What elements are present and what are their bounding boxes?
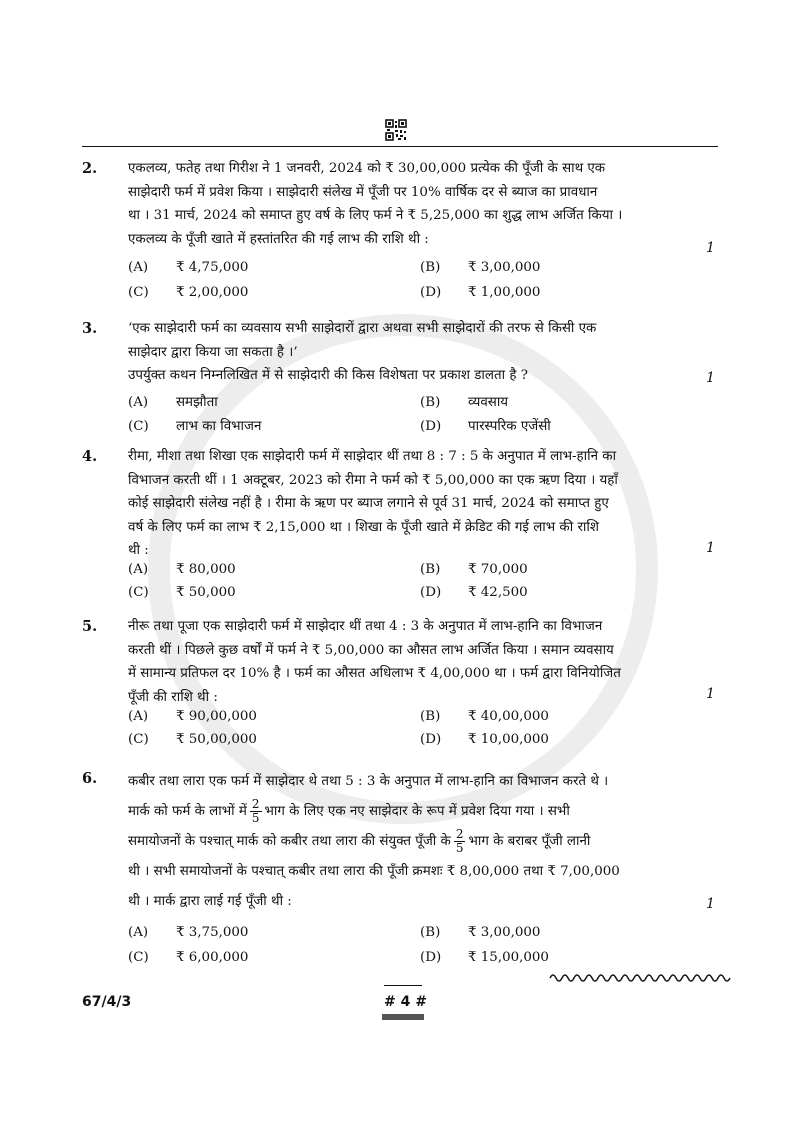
option-text: ₹ 6,00,000 <box>176 950 249 965</box>
option-label: (C) <box>128 285 149 300</box>
option-b[interactable] <box>420 260 540 275</box>
option-label: (A) <box>128 395 149 410</box>
question-number: 5. <box>82 618 98 635</box>
fraction-denominator: 5 <box>455 841 464 855</box>
option-c[interactable] <box>128 416 261 434</box>
marks: 1 <box>706 240 715 256</box>
question-line: एकलव्य, फतेह तथा गिरीश ने 1 जनवरी, 2024 को ₹ 30,00,000 प्रत्येक की पूँजी के साथ एक <box>128 161 606 176</box>
option-d[interactable] <box>420 732 549 747</box>
header-rule <box>82 146 718 147</box>
line-text: मार्क को फर्म के लाभों में <box>128 804 247 819</box>
option-b[interactable] <box>420 709 549 724</box>
question-line: में सामान्य प्रतिफल दर 10% है । फर्म का औसत अधिलाभ ₹ 4,00,000 था । फर्म द्वारा विनियोजित <box>128 666 621 681</box>
option-label: (A) <box>128 709 149 724</box>
question-number: 2. <box>82 160 98 177</box>
option-text: ₹ 3,00,000 <box>468 925 541 940</box>
option-label: (C) <box>128 732 149 747</box>
option-text: पारस्परिक एजेंसी <box>468 419 551 434</box>
question-line: रीमा, मीशा तथा शिखा एक साझेदारी फर्म में साझेदार थीं तथा 8 : 7 : 5 के अनुपात में लाभ-हानि का <box>128 449 617 464</box>
option-a[interactable] <box>128 392 218 410</box>
option-d[interactable] <box>420 950 549 965</box>
question-line: साझेदारी फर्म में प्रवेश किया । साझेदारी संलेख में पूँजी पर 10% वार्षिक दर से ब्याज का प्रावधान <box>128 184 598 200</box>
question-line: करती थीं । पिछले कुछ वर्षों में फर्म ने ₹ 5,00,000 का औसत लाभ अर्जित किया । समान व्यवसाय <box>128 642 614 658</box>
option-label: (D) <box>420 285 442 300</box>
option-text: ₹ 50,000 <box>176 585 236 600</box>
option-text: ₹ 80,000 <box>176 562 236 577</box>
option-d[interactable] <box>420 416 551 434</box>
option-d[interactable] <box>420 585 528 600</box>
fraction-numerator: 2 <box>251 797 260 811</box>
option-label: (B) <box>420 260 441 275</box>
marks: 1 <box>706 896 715 912</box>
question-line: थी । मार्क द्वारा लाई गई पूँजी थी : <box>128 894 292 909</box>
question-line: था । 31 मार्च, 2024 को समाप्त हुए वर्ष के लिए फर्म ने ₹ 5,25,000 का शुद्ध लाभ अर्जित किया । <box>128 208 623 223</box>
option-label: (D) <box>420 419 442 434</box>
fraction <box>454 828 466 855</box>
question-line: कोई साझेदारी संलेख नहीं है । रीमा के ऋण पर ब्याज लगाने से पूर्व 31 मार्च, 2024 को समाप्त हुए <box>128 496 609 511</box>
question-number: 6. <box>82 770 98 787</box>
question-number: 3. <box>82 320 98 337</box>
option-text: समझौता <box>176 395 218 410</box>
question-line <box>128 797 688 827</box>
marks: 1 <box>706 540 715 556</box>
option-text: ₹ 1,00,000 <box>468 285 541 300</box>
option-a[interactable] <box>128 260 248 275</box>
question-line: एकलव्य के पूँजी खाते में हस्तांतरित की गई लाभ की राशि थी : <box>128 231 429 247</box>
fraction-denominator: 5 <box>251 811 260 825</box>
option-text: ₹ 70,000 <box>468 562 528 577</box>
question-line: थी । सभी समायोजनों के पश्चात् कबीर तथा लारा की पूँजी क्रमशः ₹ 8,00,000 तथा ₹ 7,00,000 <box>128 864 620 879</box>
question-line: उपर्युक्त कथन निम्नलिखित में से साझेदारी की किस विशेषता पर प्रकाश डालता है ? <box>128 368 528 383</box>
question-line: वर्ष के लिए फर्म का लाभ ₹ 2,15,000 था । शिखा के पूँजी खाते में क्रेडिट की गई लाभ की राशि <box>128 519 599 535</box>
question-line <box>128 827 688 857</box>
option-label: (C) <box>128 585 149 600</box>
marks: 1 <box>706 686 715 702</box>
paper-code: 67/4/3 <box>82 994 132 1010</box>
question-line: थी : <box>128 543 149 558</box>
qr-code-icon <box>385 119 407 141</box>
line-text: भाग के लिए एक नए साझेदार के रूप में प्रवेश दिया गया । सभी <box>264 804 570 819</box>
option-a[interactable] <box>128 925 248 940</box>
question-line: साझेदार द्वारा किया जा सकता है ।’ <box>128 344 298 360</box>
question-text <box>128 317 688 388</box>
question-text <box>128 445 688 563</box>
option-text: ₹ 10,00,000 <box>468 732 549 747</box>
marks: 1 <box>706 370 715 386</box>
option-label: (B) <box>420 709 441 724</box>
fraction-numerator: 2 <box>455 827 464 841</box>
question-line: विभाजन करती थीं । 1 अक्टूबर, 2023 को रीमा ने फर्म को ₹ 5,00,000 का एक ऋण दिया । यहाँ <box>128 472 618 488</box>
option-c[interactable] <box>128 585 236 600</box>
line-text: समायोजनों के पश्चात् मार्क को कबीर तथा लारा की संयुक्त पूँजी के <box>128 834 451 849</box>
option-label: (B) <box>420 925 441 940</box>
option-label: (B) <box>420 562 441 577</box>
option-text: ₹ 90,00,000 <box>176 709 257 724</box>
option-label: (B) <box>420 395 441 410</box>
page-number: # 4 # <box>384 994 427 1010</box>
option-a[interactable] <box>128 709 257 724</box>
question-text <box>128 615 688 709</box>
option-label: (D) <box>420 950 442 965</box>
option-text: ₹ 40,00,000 <box>468 709 549 724</box>
line-text: भाग के बराबर पूँजी लानी <box>468 834 591 849</box>
question-line: कबीर तथा लारा एक फर्म में साझेदार थे तथा 5 : 3 के अनुपात में लाभ-हानि का विभाजन करते थे । <box>128 774 609 789</box>
squiggle-line <box>548 970 734 984</box>
option-label: (A) <box>128 260 149 275</box>
option-label: (C) <box>128 950 149 965</box>
option-d[interactable] <box>420 285 540 300</box>
option-label: (D) <box>420 732 442 747</box>
option-label: (A) <box>128 925 149 940</box>
option-label: (A) <box>128 562 149 577</box>
option-c[interactable] <box>128 732 257 747</box>
option-text: ₹ 42,500 <box>468 585 528 600</box>
option-c[interactable] <box>128 285 248 300</box>
page-number-rule <box>384 985 422 986</box>
option-b[interactable] <box>420 562 528 577</box>
option-text: ₹ 3,00,000 <box>468 260 541 275</box>
question-line: नीरू तथा पूजा एक साझेदारी फर्म में साझेदार थीं तथा 4 : 3 के अनुपात में लाभ-हानि का विभाजन <box>128 619 603 634</box>
option-text: व्यवसाय <box>468 395 509 410</box>
option-a[interactable] <box>128 562 236 577</box>
option-b[interactable] <box>420 925 540 940</box>
option-text: ₹ 50,00,000 <box>176 732 257 747</box>
option-text: ₹ 2,00,000 <box>176 285 249 300</box>
question-text <box>128 767 688 917</box>
fraction <box>250 798 262 825</box>
question-line: पूँजी की राशि थी : <box>128 689 218 705</box>
option-label: (C) <box>128 419 149 434</box>
option-text: ₹ 15,00,000 <box>468 950 549 965</box>
option-label: (D) <box>420 585 442 600</box>
page-number-bar <box>382 1014 424 1020</box>
question-line: ‘एक साझेदारी फर्म का व्यवसाय सभी साझेदारों द्वारा अथवा सभी साझेदारों की तरफ से किसी एक <box>128 321 597 336</box>
option-b[interactable] <box>420 392 508 410</box>
option-text: लाभ का विभाजन <box>176 419 262 434</box>
option-c[interactable] <box>128 950 248 965</box>
option-text: ₹ 4,75,000 <box>176 260 249 275</box>
option-text: ₹ 3,75,000 <box>176 925 249 940</box>
question-text <box>128 157 688 251</box>
question-number: 4. <box>82 448 98 465</box>
